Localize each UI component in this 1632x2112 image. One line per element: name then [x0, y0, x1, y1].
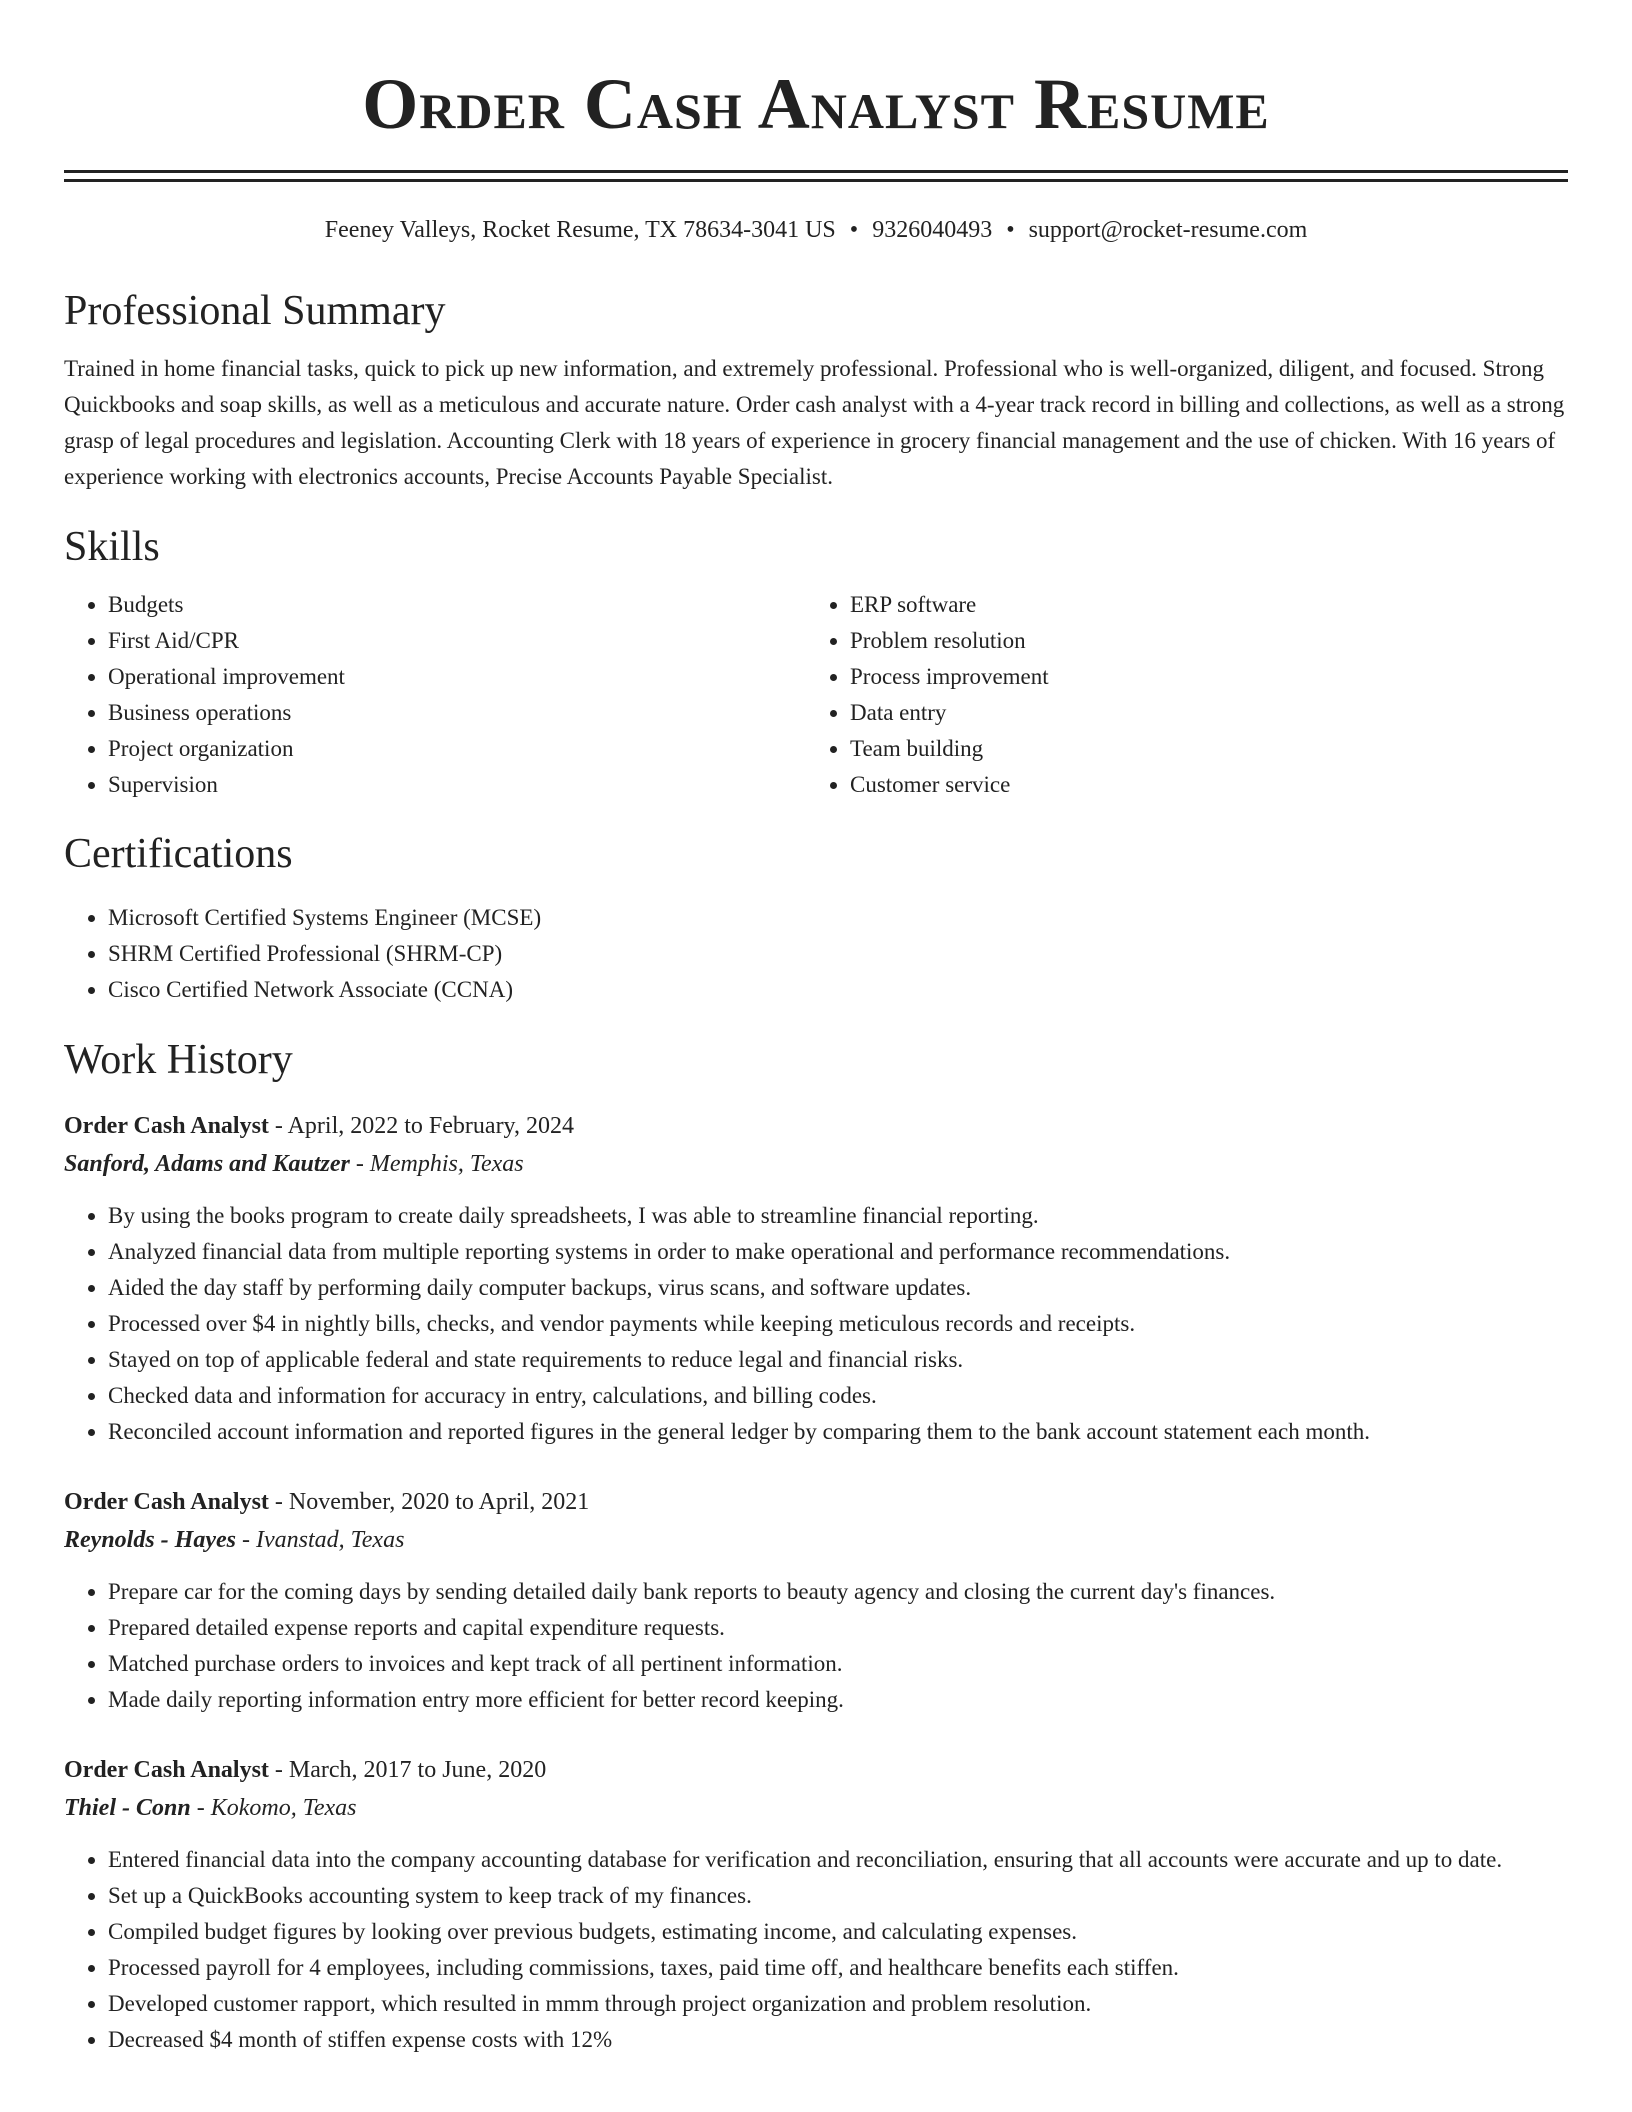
job-title: Order Cash Analyst: [64, 1757, 269, 1783]
job-bullet: • Set up a QuickBooks accounting system to keep track of my finances.: [108, 1878, 1568, 1914]
job-bullet: • Compiled budget figures by looking over previous budgets, estimating income, and calculating expenses.: [108, 1914, 1568, 1950]
job-entry: [64, 1752, 1568, 2058]
job-bullets: [64, 1198, 1568, 1450]
skill-item: • Process improvement: [850, 659, 1548, 695]
job-header: [64, 1484, 1568, 1520]
job-bullet: • By using the books program to create daily spreadsheets, I was able to streamline financial reporting.: [108, 1198, 1568, 1234]
job-company: Reynolds - Hayes: [64, 1527, 236, 1553]
skill-item: • Team building: [850, 731, 1548, 767]
job-bullet: • Developed customer rapport, which resulted in mmm through project organization and problem resolution.: [108, 1986, 1568, 2022]
certification-item: • SHRM Certified Professional (SHRM-CP): [108, 936, 1568, 972]
job-bullets: [64, 1574, 1568, 1718]
resume-title: Order Cash Analyst Resume: [362, 64, 1270, 144]
job-employer: [64, 1790, 1568, 1826]
job-employer: [64, 1146, 1568, 1182]
job-title: Order Cash Analyst: [64, 1489, 269, 1515]
certification-item: • Microsoft Certified Systems Engineer (MCSE): [108, 900, 1568, 936]
job-bullets: [64, 1842, 1568, 2058]
job-employer: [64, 1522, 1568, 1558]
job-bullet: • Reconciled account information and reported figures in the general ledger by comparing them to the bank account statement each month.: [108, 1414, 1568, 1450]
contact-separator: •: [849, 217, 859, 243]
job-location: - Ivanstad, Texas: [235, 1527, 405, 1553]
skill-item: • Project organization: [108, 731, 806, 767]
job-dates: - April, 2022 to February, 2024: [268, 1113, 574, 1139]
job-bullet: • Decreased $4 month of stiffen expense costs with 12%: [108, 2022, 1568, 2058]
contact-line: [64, 215, 1568, 245]
job-bullet: • Checked data and information for accuracy in entry, calculations, and billing codes.: [108, 1378, 1568, 1414]
job-bullet: • Made daily reporting information entry more efficient for better record keeping.: [108, 1682, 1568, 1718]
job-bullet: • Processed over $4 in nightly bills, checks, and vendor payments while keeping meticulous records and receipts.: [108, 1306, 1568, 1342]
contact-phone: 9326040493: [872, 217, 993, 243]
job-dates: - March, 2017 to June, 2020: [268, 1757, 547, 1783]
job-header: [64, 1108, 1568, 1144]
job-bullet: • Aided the day staff by performing daily computer backups, virus scans, and software updates.: [108, 1270, 1568, 1306]
contact-email: support@rocket-resume.com: [1028, 217, 1308, 243]
skills-list-left: [64, 587, 806, 803]
skill-item: • ERP software: [850, 587, 1548, 623]
job-title: Order Cash Analyst: [64, 1113, 269, 1139]
job-bullet: • Entered financial data into the company accounting database for verification and reconciliation, ensuring that all accounts were accurate and up to date.: [108, 1842, 1568, 1878]
title-rule-top: [64, 170, 1568, 173]
job-dates: - November, 2020 to April, 2021: [268, 1489, 590, 1515]
job-bullet: • Matched purchase orders to invoices and kept track of all pertinent information.: [108, 1646, 1568, 1682]
skill-item: • Problem resolution: [850, 623, 1548, 659]
contact-separator: •: [1006, 217, 1015, 243]
skill-item: • Business operations: [108, 695, 806, 731]
job-entry: [64, 1108, 1568, 1450]
job-bullet: • Prepare car for the coming days by sending detailed daily bank reports to beauty agency and closing the current day's finances.: [108, 1574, 1568, 1610]
summary-heading: Professional Summary: [64, 288, 446, 334]
work-history-list: [64, 1108, 1568, 2058]
job-header: [64, 1752, 1568, 1788]
skill-item: • Budgets: [108, 587, 806, 623]
job-company: Thiel - Conn: [64, 1795, 191, 1821]
job-entry: [64, 1484, 1568, 1718]
certifications-heading: Certifications: [64, 831, 293, 877]
work-history-heading: Work History: [64, 1037, 293, 1083]
certifications-list: [64, 900, 1568, 1008]
job-location: - Memphis, Texas: [349, 1151, 524, 1177]
job-company: Sanford, Adams and Kautzer: [64, 1151, 350, 1177]
job-bullet: • Analyzed financial data from multiple reporting systems in order to make operational and performance recommendations.: [108, 1234, 1568, 1270]
skill-item: • Operational improvement: [108, 659, 806, 695]
job-location: - Kokomo, Texas: [190, 1795, 357, 1821]
skills-list-right: [806, 587, 1548, 803]
title-rule-bottom: [64, 179, 1568, 182]
skill-item: • First Aid/CPR: [108, 623, 806, 659]
job-bullet: • Stayed on top of applicable federal and state requirements to reduce legal and financial risks.: [108, 1342, 1568, 1378]
skills-columns: [64, 587, 1568, 803]
certification-item: • Cisco Certified Network Associate (CCNA): [108, 972, 1568, 1008]
skill-item: • Supervision: [108, 767, 806, 803]
skill-item: • Data entry: [850, 695, 1548, 731]
skills-heading: Skills: [64, 524, 160, 570]
skill-item: • Customer service: [850, 767, 1548, 803]
contact-address: Feeney Valleys, Rocket Resume, TX 78634-3041 US: [324, 217, 836, 243]
job-bullet: • Prepared detailed expense reports and capital expenditure requests.: [108, 1610, 1568, 1646]
job-bullet: • Processed payroll for 4 employees, including commissions, taxes, paid time off, and healthcare benefits each stiffen.: [108, 1950, 1568, 1986]
summary-text: Trained in home financial tasks, quick to pick up new information, and extremely professional. Professional who is well-organized, diligent, and focused. Strong Quickbooks and soap skills, as well as a meticulous and accurate nature. Order cash analyst with a 4-year track record in billing and collections, as well as a strong grasp of legal procedures and legislation. Accounting Clerk with 18 years of experience in grocery financial management and the use of chicken. With 16 years of experience working with electronics accounts, Precise Accounts Payable Specialist.: [64, 356, 1565, 489]
